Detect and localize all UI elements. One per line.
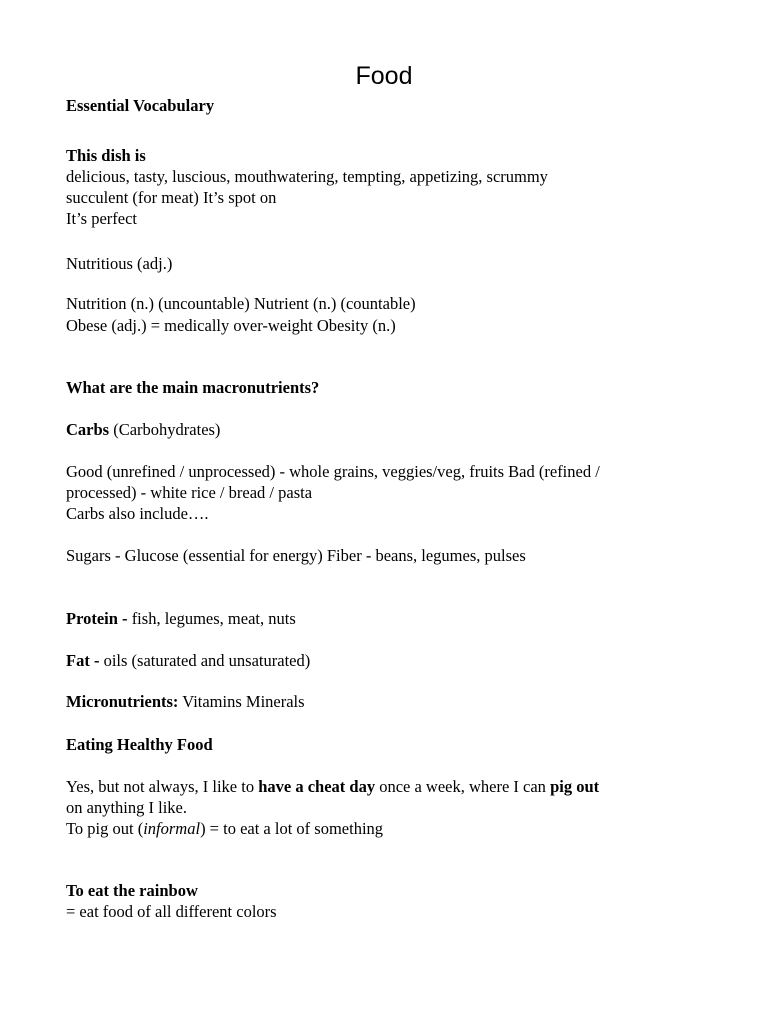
carbs-label: Carbs <box>66 420 110 439</box>
nutrition-line: Nutrition (n.) (uncountable) Nutrient (n.) (countable) <box>66 294 416 313</box>
carbs-good-line: Good (unrefined / unprocessed) - whole grains, veggies/veg, fruits Bad (refined / <box>66 462 600 481</box>
micronutrients-text: Vitamins Minerals <box>178 692 305 711</box>
cheat-day-line-2: on anything I like. <box>66 798 187 817</box>
pig-out-definition <box>66 818 383 839</box>
micronutrients-line <box>66 691 305 712</box>
fat-label: Fat - <box>66 651 100 670</box>
rainbow-definition: = eat food of all different colors <box>66 902 277 921</box>
obese-line: Obese (adj.) = medically over-weight Obesity (n.) <box>66 316 396 335</box>
page-title: Food <box>355 62 413 90</box>
cheat-day-line <box>66 776 599 797</box>
dish-heading: This dish is <box>66 146 146 165</box>
carbs-processed-line: processed) - white rice / bread / pasta <box>66 483 313 502</box>
carbs-include-line: Carbs also include…. <box>66 504 209 523</box>
micronutrients-label: Micronutrients: <box>66 692 179 711</box>
nutritious-line: Nutritious (adj.) <box>66 254 173 273</box>
pig-out-text-1: To pig out ( <box>66 819 144 838</box>
macronutrients-question: What are the main macronutrients? <box>66 378 320 397</box>
dish-perfect-line: It’s perfect <box>66 209 138 228</box>
pig-out-phrase: pig out <box>550 777 600 796</box>
informal-label: informal <box>143 819 201 838</box>
dish-succulent-line: succulent (for meat) It’s spot on <box>66 188 277 207</box>
protein-label: Protein - <box>66 609 128 628</box>
carbs-heading <box>66 419 220 440</box>
carbs-paren: (Carbohydrates) <box>109 420 221 439</box>
cheat-text-1: Yes, but not always, I like to <box>66 777 259 796</box>
rainbow-heading: To eat the rainbow <box>66 881 198 900</box>
fat-line <box>66 650 310 671</box>
protein-text: fish, legumes, meat, nuts <box>127 609 296 628</box>
cheat-text-2: once a week, where I can <box>375 777 551 796</box>
fat-text: oils (saturated and unsaturated) <box>99 651 311 670</box>
dish-adjectives-line: delicious, tasty, luscious, mouthwatering, tempting, appetizing, scrummy <box>66 167 548 186</box>
cheat-day-phrase: have a cheat day <box>258 777 376 796</box>
healthy-food-heading: Eating Healthy Food <box>66 735 213 754</box>
pig-out-text-2: ) = to eat a lot of something <box>200 819 384 838</box>
protein-line <box>66 608 296 629</box>
sugars-line: Sugars - Glucose (essential for energy) Fiber - beans, legumes, pulses <box>66 546 526 565</box>
essential-vocab-heading: Essential Vocabulary <box>66 96 215 115</box>
